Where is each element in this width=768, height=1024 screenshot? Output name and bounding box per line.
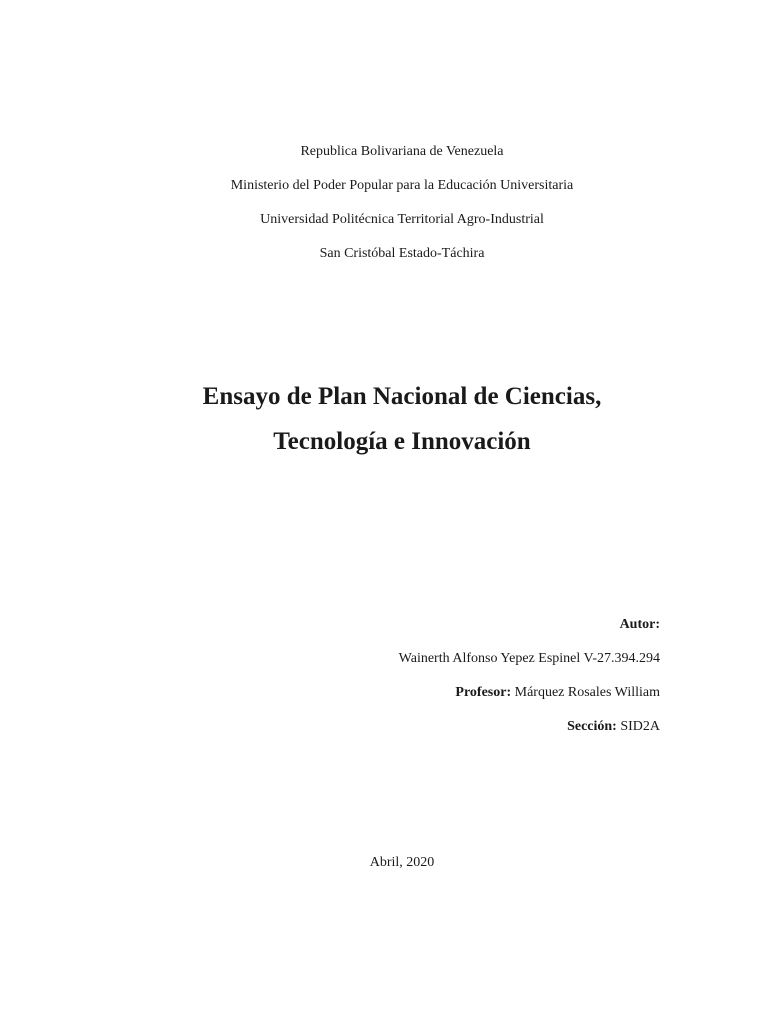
header-country: Republica Bolivariana de Venezuela	[300, 144, 504, 159]
header-ministry: Ministerio del Poder Popular para la Educación Universitaria	[230, 178, 574, 193]
document-date: Abril, 2020	[369, 855, 435, 870]
section-line	[567, 718, 660, 736]
section-value: SID2A	[616, 719, 660, 734]
professor-label: Profesor:	[455, 685, 512, 700]
header-university: Universidad Politécnica Territorial Agro-Industrial	[260, 212, 544, 227]
author-value: Wainerth Alfonso Yepez Espinel V-27.394.294	[398, 651, 660, 666]
document-title-line-2: Tecnología e Innovación	[273, 428, 531, 455]
author-label: Autor:	[619, 617, 660, 632]
author-value-line	[399, 650, 660, 668]
document-title-line-1: Ensayo de Plan Nacional de Ciencias,	[202, 383, 602, 410]
header-location: San Cristóbal Estado-Táchira	[319, 246, 485, 261]
section-label: Sección:	[567, 719, 617, 734]
professor-line	[455, 684, 660, 702]
professor-value: Márquez Rosales William	[511, 685, 660, 700]
author-label-line	[620, 616, 660, 634]
